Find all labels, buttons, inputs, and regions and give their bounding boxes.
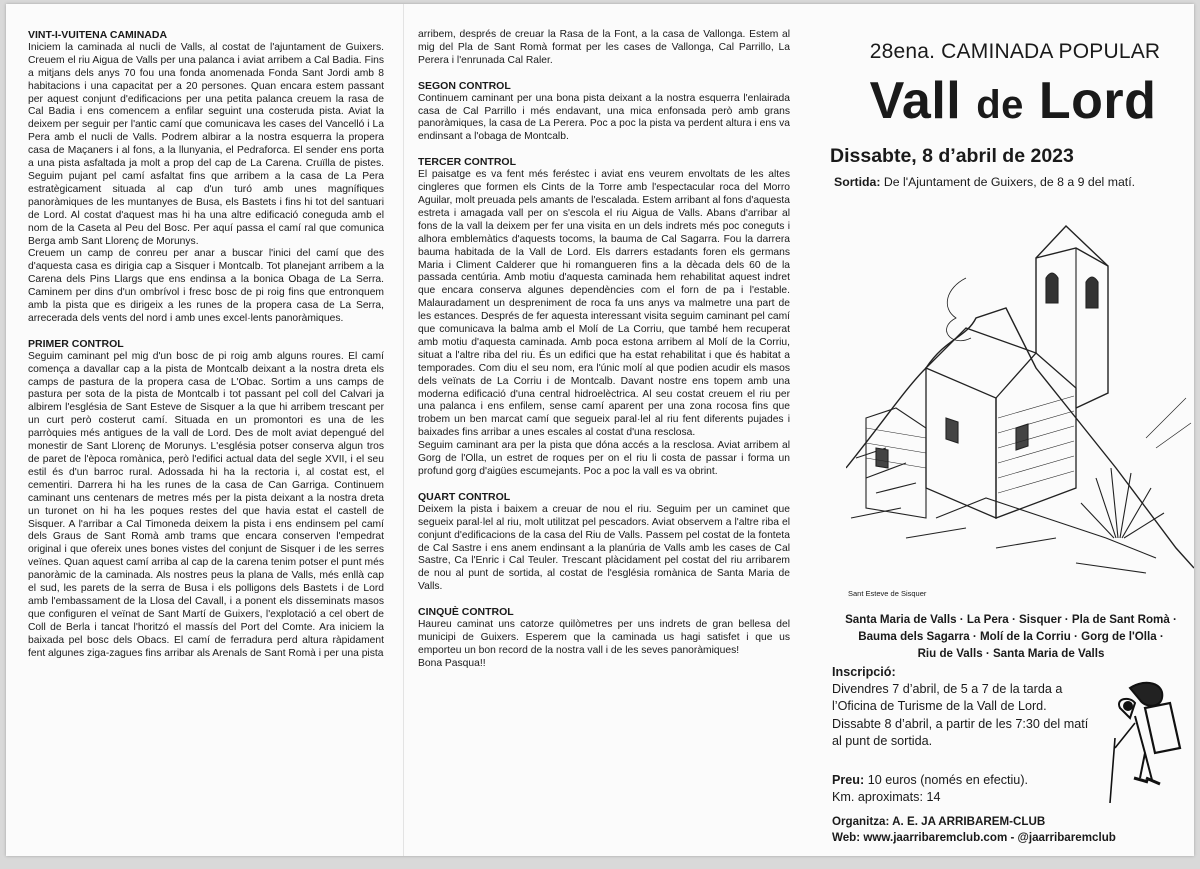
- organizer-name: A. E. JA ARRIBAREM-CLUB: [892, 815, 1046, 828]
- organizer-label: Organitza:: [832, 815, 890, 828]
- continued-paragraph: arribem, després de creuar la Rasa de la Font, a la casa de Vallonga. Estem al mig del Pla de Sant Romà format per les cases de Vallonga, Cal Parrillo, La Perera i l'enrunada Cal Raler.: [418, 29, 790, 66]
- route-places-line: Riu de Valls · Santa Maria de Valls: [917, 647, 1105, 660]
- registration-saturday: Dissabte 8 d’abril, a partir de les 7:30 del matí al punt de sortida.: [832, 716, 1089, 748]
- section-heading-segon: SEGON CONTROL: [418, 79, 511, 92]
- price-text: 10 euros (només en efectiu).: [867, 773, 1029, 787]
- quart-paragraph: Deixem la pista i baixem a creuar de nou el riu. Seguim per un caminet que segueix paral·lel al riu, molt utilitzat pel pescadors. Aviat observem a l'altre riba el conjunt d'edificacions de la casa del Riu de Valls. Passem pel costat de la fonteta de Cal Sastre i ens anem endinsant a la planúria de Valls amb les cases de Cal Sastre, Ca l'Enric i Cal Teuler. Trescant plàcidament pel costat del riu arribarem de nou al punt de sortida, al costat de l'església romànica de Santa Maria de Valls.: [418, 503, 790, 593]
- price-info: [832, 772, 1092, 806]
- price-line: [832, 772, 1092, 789]
- section-heading-tercer: TERCER CONTROL: [418, 156, 516, 169]
- illustration-caption: Sant Esteve de Sisquer: [848, 589, 927, 598]
- title-word-de: de: [976, 83, 1024, 127]
- fold-line: [403, 4, 404, 856]
- registration-info: [832, 664, 1090, 750]
- registration-label: Inscripció:: [832, 665, 896, 679]
- tercer-paragraph: El paisatge es va fent més feréstec i aviat ens veurem envoltats de les altes cingleres que formen els Cints de la Torre amb l'espectacular roca del Morro Aguilar, molt preuada pels amants de l'escalada. Estem arribant al fons d'aquesta estreta i amagada vall per on s'escola el riu Aigua de Valls. Abans d'arribar al fons de la vall la deixem per fer una visita en un dels indrets més poc coneguts i alhora emblemàtics d'aquests tocoms, la bauma de Cal Sagarra. Fou la darrera bauma habitada de la Vall de Lord. Els darrers estadants foren els germans Maria i Climent Calderer que hi romangueren fins a la dècada dels 60 de la passada centúria. Amb motiu d'aquesta caminada hem rehabilitat aquest indret que encara conserva algunes dependències com el forn de pa i l'estable. Malauradament un despreniment de roca fa uns anys va malmetre una part de les estances. Després de fer aquesta interessant visita seguim caminant pel camí que comunicava la balma amb el Molí de La Corriu, que també hem recuperat amb motiu d'aquesta caminada. Amb poca estona arribem al Molí de la Corriu, situat a l'altre riba del riu. És un edifici que ha estat rehabilitat i que és habitat a temporades. Com diu el seu nom, era l'únic molí al que podien acudir els masos dels veïnats de La Corriu i de Montcalb. Davant nostre ens topem amb una moderna edificació d'una central hidroelèctrica. Al seu costat creuem el riu per una palanca i ens enfilem, sense camí aparent per una zona rocosa fins que trobem un ben marcat camí que segueix paral·lel al riu fent diferents pujades i baixades fins arribar a unes escales al costat d'una resclosa.: [418, 169, 791, 439]
- primer-paragraph: Seguim caminant pel mig d'un bosc de pi roig amb alguns roures. El camí comença a davallar cap a la pista de Montcalb deixant a la nostra dreta els camps de pastura de la propera casa de L'Obac. Sortim a uns camps de pastura per sota de la pista de Montcalb i tot passant pel coll del Calvari ja albirem l'església de Sant Esteve de Sisquer a la que hi arribem trescant per un curt però costerut camí. Situada en un promontori es una de les parròquies més antigues de la vall de Lord. Des de molt aviat depengué del monestir de Sant Llorenç de Morunys. L'església potser conserva algun tros de paret de l'època romànica, però l'edifici actual data del segle XVII, i el seu estil és d'un barroc rural. Adossada hi ha la rectoria i, al costat est, el cementiri. Darrera hi ha les runes de la casa de Can Garriga. Continuem caminant uns centenars de metres més per la pista deixant a la nostra dreta un turonet on hi ha les poques restes del que havia estat el castell de Sisquer. A l'arribar a Cal Timoneda deixem la pista i ens endinsem pel camí dels Graus de Sant Romà amb trams que encara conserven l'empedrat original i que ofereix unes bones vistes del conjunt de Sisquer i de les serres veïnes. Quan aquest camí arriba al cap de la carena tenim potser el punt més panoràmic de la caminada. Als nostres peus la plana de Valls, més enllà cap el sud, les parets de la serra de Busa i els polligons dels Bastets i de Lord amb l'embassament de la Llosa del Cavall, i a ponent els disseminats masos que configuren el veïnat de Sant Martí de Guixers, l'explotació a cel obert de Coll de Berla i tancat l'horitzó el massís del Port del Comte. Ara iniciem la baixada pel bosc dels Obacs. El camí de ferradura perd altura ràpidament fent algunes ziga-zagues fins arribar als Arenals de Sant Romà i per una pista: [28, 350, 384, 659]
- distance-text: Km. aproximats: 14: [832, 790, 941, 805]
- price-label: Preu:: [832, 773, 865, 787]
- column-middle: [418, 29, 790, 671]
- title-word-vall: Vall: [869, 72, 962, 130]
- event-title: [828, 68, 1198, 138]
- section-heading-quart: QUART CONTROL: [418, 490, 511, 503]
- column-left: [28, 29, 384, 661]
- cinque-paragraph: Haureu caminat uns catorze quilòmetres per uns indrets de gran bellesa del municipi de Guixers. Esperem que la caminada us hagi satisfet i que us emporteu un bon record de la nostra vall i de les seves panoràmiques!: [418, 619, 790, 656]
- intro-paragraph-2: Creuem un camp de conreu per anar a buscar l'inici del camí que des d'aquesta casa es dirigia cap a Sisquer i Montcalb. Tot planejant arribem a la Carena dels Pins Llargs que ens endinsa a la bonica Obaga de La Serra. Caminem per dins d'un ombrívol i fresc bosc de pi roig fins que entronquem amb la pista que es dirigeix a les runes de la propera casa de La Serra, arrecerada dels vents del nord i amb unes excel·lents panoràmiques.: [28, 248, 384, 324]
- section-heading-intro: VINT-I-VUITENA CAMINADA: [28, 29, 168, 41]
- route-places-line: Santa Maria de Valls · La Pera · Sisquer · Pla de Sant Romà ·: [845, 613, 1177, 626]
- departure-text: De l'Ajuntament de Guixers, de 8 a 9 del matí.: [883, 175, 1136, 189]
- web-link[interactable]: www.jaarribaremclub.com - @jaarribaremclub: [863, 831, 1116, 844]
- closing-text: Bona Pasqua!!: [418, 657, 486, 669]
- web-label: Web:: [832, 831, 861, 844]
- leaflet-sheet: [6, 4, 1194, 856]
- section-heading-primer: PRIMER CONTROL: [28, 337, 124, 350]
- departure-info: [834, 175, 1135, 189]
- event-supertitle: 28ena. CAMINADA POPULAR: [869, 40, 1161, 63]
- route-places-line: Bauma dels Sagarra · Molí de la Corriu · Gorg de l'Olla ·: [858, 630, 1164, 643]
- registration-friday: Divendres 7 d’abril, de 5 a 7 de la tarda a l’Oficina de Turisme de la Vall de Lord.: [832, 682, 1063, 714]
- tercer-paragraph-2: Seguim caminant ara per la pista que dóna accés a la resclosa. Aviat arribem al Gorg de l'Olla, un estret de roques per on el riu li costa de passar i forma un profund gorg d'aigües escumejants. Poc a poc la vall es va obrint.: [418, 440, 790, 477]
- intro-paragraph: Iniciem la caminada al nucli de Valls, al costat de l'ajuntament de Guixers. Creuem el riu Aigua de Valls per una palanca i aviat arribem a Cal Badia. Fins a mitjans dels anys 70 fou una fonda anomenada Fonda Sant Jordi amb 8 habitacions i una capacitat per a 20 persones. Quan encara estem passant per aquest conjunt d'edificacions per una petita palanca creuem la rasa de Cal Badia i ens comencem a enfilar seguint una costeruda pista. Aviat la deixem per seguir per l'antic camí que comunicava les cases del Vancelló i La Pera amb el nucli de Valls. Podrem albirar a la nostra esquerra la propera casa de Maçaners i al fons, a la llunyania, el Pedraforca. El sender ens porta a una pista asfaltada ja molt a prop del cap de La Carena. Cruïlla de pistes. Seguim pujant pel camí asfaltat fins que arribem a la casa de La Pera estratègicament situada al cap d'un turó amb unes magnífiques panoràmiques de les muntanyes de Busa, els Bastets i fins hi tot del santuari de Lord. Al costat d'aquest mas hi ha una altre edificació coneguda amb el nom de la Caseta al Peu del Bosc. Per aquí passa el camí ral que comunica Berga amb Sant Llorenç de Morunys.: [28, 41, 384, 247]
- segon-paragraph: Continuem caminant per una bona pista deixant a la nostra esquerra l'enlairada casa de Cal Parrillo i més endavant, una mica enfonsada però amb grans panoràmiques, la casa de La Perera. Poc a poc la pista va perdent altura i ens va endinsant a l'obaga de Montcalb.: [418, 92, 790, 143]
- hiker-cartoon-icon: [1090, 678, 1190, 808]
- church-illustration-icon: [846, 218, 1194, 588]
- organizer-line: [832, 814, 1192, 830]
- organizer-info: [832, 814, 1192, 846]
- section-heading-cinque: CINQUÈ CONTROL: [418, 606, 514, 619]
- web-line: [832, 830, 1192, 846]
- route-places: [826, 611, 1196, 662]
- title-word-lord: Lord: [1038, 72, 1157, 130]
- departure-label: Sortida:: [834, 175, 881, 189]
- event-date: Dissabte, 8 d’abril de 2023: [830, 145, 1074, 167]
